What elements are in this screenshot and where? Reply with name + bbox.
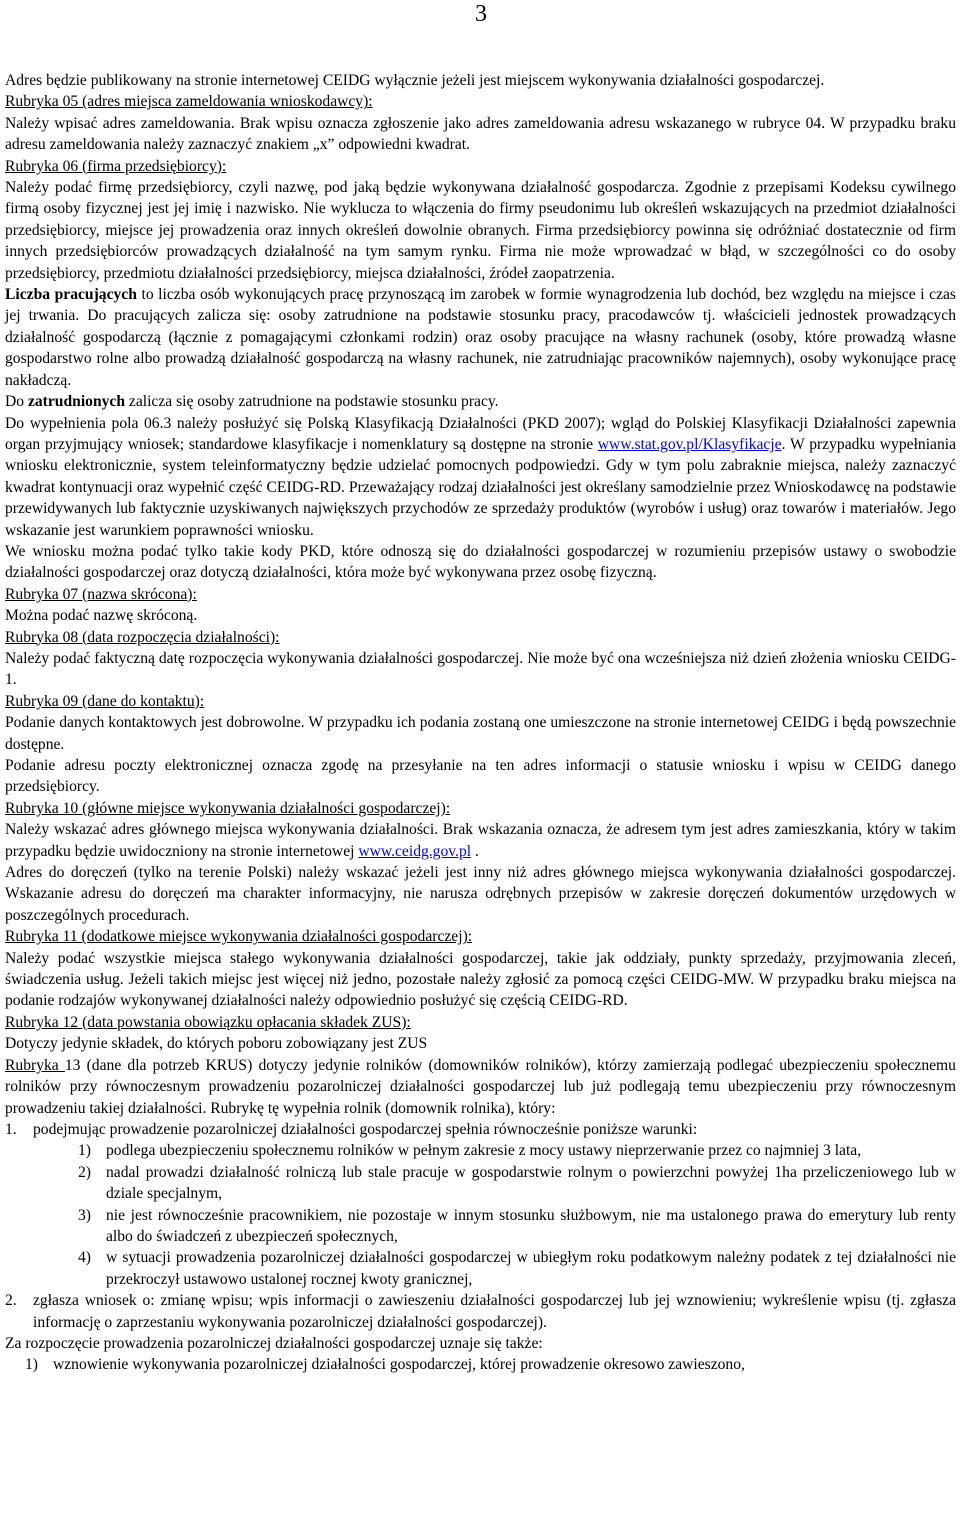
heading-rubryka-09: Rubryka 09 (dane do kontaktu): [5,692,205,710]
sub-list-item-number: 4) [78,1249,91,1267]
paragraph-rubryka-09-a: Podanie danych kontaktowych jest dobrowolne. W przypadku ich podania zostaną one umieszczone na stronie internetowej CEIDG i będą powszechnie dostępne. [5,714,956,753]
page-number: 3 [475,1,487,27]
heading-rubryka-06: Rubryka 06 (firma przedsiębiorcy): [5,157,227,175]
sub-list-item-text: w sytuacji prowadzenia pozarolniczej działalności gospodarczej w ubiegłym roku podatkowym należny podatek z tej działalności nie przekroczył ustawowo ustalonej rocznej kwoty granicznej, [106,1249,956,1288]
paragraph-pkd [5,413,956,541]
final-list-item [5,1354,956,1375]
heading-rubryka-11: Rubryka 11 (dodatkowe miejsce wykonywania działalności gospodarczej): [5,928,473,946]
term-liczba-pracujacych: Liczba pracujących [5,286,137,304]
paragraph-pkd-codes: We wniosku można podać tylko takie kody PKD, które odnoszą się do działalności gospodarczej w rozumieniu przepisów ustawy o swobodzie działalności gospodarczej oraz dotyczą działalności, która może być wykonywana przez osobę fizyczną. [5,542,956,582]
paragraph-final: Za rozpoczęcie prowadzenia pozarolniczej działalności gospodarczej uznaje się także: [5,1334,543,1352]
list-item-text: podejmując prowadzenie pozarolniczej działalności gospodarczej spełnia równocześnie poniższe warunki: [33,1120,698,1138]
final-list-item-text: wznowienie wykonywania pozarolniczej działalności gospodarczej, której prowadzenie okresowo zawieszono, [53,1356,745,1374]
paragraph-liczba-pracujacych [5,284,956,391]
paragraph-zatrudnionych [5,391,956,412]
document-body [5,70,956,1376]
sub-list-item [58,1247,956,1290]
paragraph-rubryka-11: Należy podać wszystkie miejsca stałego wykonywania działalności gospodarczej, takie jak oddziały, punkty sprzedaży, przyjmowania zleceń, świadczenia usług. Jeżeli takich miejsc jest więcej niż jedno, pozostałe należy zgłosić za pomocą części CEIDG-MW. W przypadku braku miejsca na podanie rodzajów wykonywanej działalności należy odpowiednio posłużyć się częścią CEIDG-RD. [5,949,956,1010]
paragraph-rubryka-07: Można podać nazwę skróconą. [5,607,198,625]
term-zatrudnionych: zatrudnionych [27,393,126,411]
rubryka-10-text-a: Należy wskazać adres głównego miejsca wykonywania działalności. Brak wskazania oznacza, że adresem tym jest adres zamieszkania, który w takim przypadku będzie uwidoczniony na stronie internetowej [5,821,956,860]
link-stat-gov[interactable]: www.stat.gov.pl/Klasyfikacje [597,435,782,453]
sub-list [33,1140,956,1290]
pkd-text-1: Do wypełnienia pola 06.3 należy posłużyć się Polską Klasyfikacją Działalności (PKD 2007); wgląd do Polskiej Klasyfikacji Działalności zapewnia organ przyjmujący wniosek; standardowe klasyfikacje i nomenklatury są dostępne na stronie [5,414,956,453]
list-item-number: 2. [5,1292,17,1310]
paragraph-rubryka-09-b: Podanie adresu poczty elektronicznej oznacza zgodę na przesyłanie na ten adres informacji o statusie wniosku i wpisu w CEIDG danego przedsiębiorcy. [5,757,956,796]
link-ceidg[interactable]: www.ceidg.gov.pl [358,842,472,860]
paragraph-rubryka-10-b: Adres do doręczeń (tylko na terenie Polski) należy wskazać jeżeli jest inny niż adres głównego miejsca wykonywania działalności gospodarczej. Wskazanie adresu do doręczeń ma charakter informacyjny, nie narusza odrębnych przepisów w zakresie doręczeń dokumentów urzędowych w poszczególnych procedurach. [5,864,956,924]
sub-list-item-number: 2) [78,1163,91,1181]
sub-list-item-number: 1) [78,1142,91,1160]
sub-list-item-text: podlega ubezpieczeniu społecznemu rolników w pełnym zakresie z mocy ustawy nieprzerwanie przez co najmniej 3 lata, [106,1142,862,1160]
list-item [5,1290,956,1333]
definition-zatrudnionych: zalicza się osoby zatrudnione na podstawie stosunku pracy. [125,393,499,411]
sub-list-item-text: nadal prowadzi działalność rolniczą lub stale pracuje w gospodarstwie rolnym o powierzchni powyżej 1ha przeliczeniowego lub w dziale specjalnym, [106,1163,956,1203]
zatrudnionych-prefix: Do [5,393,28,411]
paragraph-rubryka-10-a [5,819,956,862]
sub-list-item-number: 3) [78,1206,91,1224]
pkd-text-2: . W przypadku wypełniania wniosku elektronicznie, system teleinformatyczny będzie udzielać pomocnych podpowiedzi. Gdy w tym polu zabraknie miejsca, należy zaznaczyć kwadrat kontynuacji oraz wypełnić część CEIDG-RD. Przeważający rodzaj działalności jest określany samodzielnie przez Wnioskodawcę na podstawie przewidywanych lub faktycznie uzyskiwanych największych przychodów ze sprzedaży produktów (wyrobów i usług) oraz towarów i materiałów. Jego wskazanie jest warunkiem poprawności wniosku. [5,435,957,539]
heading-rubryka-05: Rubryka 05 (adres miejsca zameldowania wnioskodawcy): [5,93,373,111]
heading-rubryka-08: Rubryka 08 (data rozpoczęcia działalności): [5,628,280,646]
heading-rubryka-13: Rubryka [5,1056,65,1074]
rubryka-13-text: 13 (dane dla potrzeb KRUS) dotyczy jedynie rolników (domowników rolników), którzy zamierzają podlegać ubezpieczeniu społecznemu rolników przy równoczesnym prowadzeniu pozarolniczej działalności gospodarczej lub już podlegają temu ubezpieczeniu przy równoczesnym prowadzeniu takiej działalności. Rubrykę tę wypełnia rolnik (domownik rolnika), który: [5,1056,956,1117]
paragraph-rubryka-13 [5,1055,956,1119]
final-list-item-number: 1) [25,1356,38,1374]
paragraph-rubryka-05: Należy wpisać adres zameldowania. Brak wpisu oznacza zgłoszenie jako adres zameldowania adresu wskazanego w rubryce 04. W przypadku braku adresu zameldowania należy zaznaczyć znakiem „x” odpowiedni kwadrat. [5,114,956,154]
heading-rubryka-10: Rubryka 10 (główne miejsce wykonywania działalności gospodarczej): [5,799,451,817]
list-item [5,1119,956,1290]
list-item-number: 1. [5,1120,17,1138]
definition-liczba-pracujacych: to liczba osób wykonujących pracę przynoszącą im zarobek w formie wynagrodzenia lub dochód, bez względu na miejsce i czas jej trwania. Do pracujących zalicza się: osoby zatrudnione na podstawie stosunku pracy, pracodawców tj. właścicieli jednostek prowadzących działalność gospodarczą (łącznie z pomagającymi członkami rodzin) oraz osoby pracujące na własny rachunek (osoby, które prowadzą własne gospodarstwo rolne albo prowadzą działalność gospodarczą na własny rachunek, nie zatrudniając pracowników najemnych), osoby wykonujące pracę nakładczą. [5,286,956,389]
paragraph-rubryka-08: Należy podać faktyczną datę rozpoczęcia wykonywania działalności gospodarczej. Nie może być ona wcześniejsza niż dzień złożenia wniosku CEIDG-1. [5,649,956,689]
sub-list-item [58,1205,956,1248]
sub-list-item [58,1162,956,1205]
paragraph-rubryka-06: Należy podać firmę przedsiębiorcy, czyli nazwę, pod jaką będzie wykonywana działalność gospodarcza. Zgodnie z przepisami Kodeksu cywilnego firmą osoby fizycznej jest jej imię i nazwisko. Nie wyklucza to włączenia do firmy pseudonimu lub określeń wskazujących na przedmiot działalności przedsiębiorcy, miejsce jej prowadzenia oraz innych określeń dowolnie obranych. Firma przedsiębiorcy powinna się odróżniać dostatecznie od firm innych przedsiębiorców prowadzących działalność na tym samym rynku. Firma nie może wprowadzać w błąd, w szczególności co do osoby przedsiębiorcy, przedmiotu działalności przedsiębiorcy, miejsca działalności, źródeł zaopatrzenia. [5,179,956,282]
list-item-text: zgłasza wniosek o: zmianę wpisu; wpis informacji o zawieszeniu działalności gospodarczej lub jej wznowieniu; wykreślenie wpisu (tj. zgłasza informację o zaprzestaniu wykonywania pozarolniczej działalności gospodarczej). [33,1292,956,1331]
heading-rubryka-07: Rubryka 07 (nazwa skrócona): [5,585,197,603]
krus-conditions-list [5,1119,956,1333]
rubryka-10-text-b: . [471,842,479,860]
heading-rubryka-12: Rubryka 12 (data powstania obowiązku opłacania składek ZUS): [5,1013,411,1031]
sub-list-item [58,1140,956,1161]
paragraph-intro: Adres będzie publikowany na stronie internetowej CEIDG wyłącznie jeżeli jest miejscem wykonywania działalności gospodarczej. [5,72,825,89]
final-list [0,1354,956,1375]
paragraph-rubryka-12: Dotyczy jedynie składek, do których poboru zobowiązany jest ZUS [5,1035,428,1053]
sub-list-item-text: nie jest równocześnie pracownikiem, nie pozostaje w innym stosunku służbowym, nie ma ustalonego prawa do emerytury lub renty albo do świadczeń z ubezpieczeń społecznych, [106,1206,956,1245]
